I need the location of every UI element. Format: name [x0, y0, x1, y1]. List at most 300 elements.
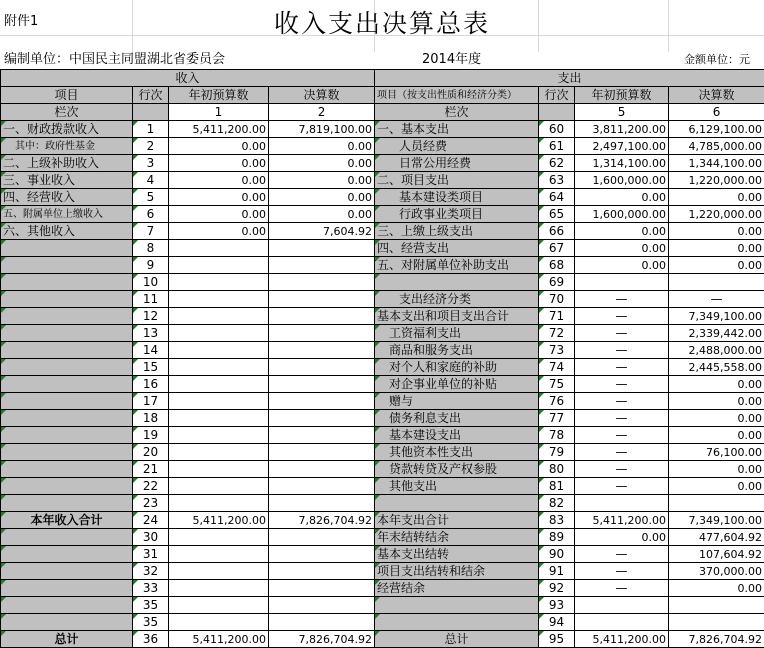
expense-budget-cell[interactable]: —: [575, 291, 669, 308]
income-row-no-cell[interactable]: 15: [133, 359, 169, 376]
table-row: [1, 376, 764, 393]
income-final-cell[interactable]: [269, 529, 375, 546]
expense-budget-cell[interactable]: 0.00: [575, 240, 669, 257]
income-budget-cell[interactable]: [169, 393, 269, 410]
income-item-cell[interactable]: [1, 291, 133, 308]
expense-item-cell[interactable]: 工资福利支出: [375, 325, 539, 342]
section-header-row: [1, 70, 764, 87]
col-header-final-right: 决算数: [669, 87, 764, 104]
expense-budget-cell[interactable]: 0.00: [575, 257, 669, 274]
expense-item-cell[interactable]: 对个人和家庭的补助: [375, 359, 539, 376]
income-item-cell[interactable]: 六、其他收入: [1, 223, 133, 240]
table-row: [1, 325, 764, 342]
expense-row-no-cell[interactable]: 73: [539, 342, 575, 359]
expense-budget-cell[interactable]: —: [575, 563, 669, 580]
expense-budget-cell[interactable]: —: [575, 342, 669, 359]
income-item-cell[interactable]: [1, 376, 133, 393]
income-item-cell[interactable]: [1, 597, 133, 614]
expense-final-cell[interactable]: 6,129,100.00: [669, 121, 764, 138]
expense-row-no-cell[interactable]: 83: [539, 512, 575, 529]
expense-item-cell[interactable]: [375, 274, 539, 291]
income-final-cell[interactable]: [269, 495, 375, 512]
expense-item-cell[interactable]: 项目支出结转和结余: [375, 563, 539, 580]
expense-row-no-cell[interactable]: 94: [539, 614, 575, 631]
compiling-unit: 编制单位：中国民主同盟湖北省委员会: [4, 52, 225, 68]
expense-final-cell[interactable]: 1,220,000.00: [669, 206, 764, 223]
income-item-cell[interactable]: [1, 427, 133, 444]
income-item-cell[interactable]: 五、附属单位上缴收入: [1, 206, 133, 223]
income-budget-cell[interactable]: [169, 580, 269, 597]
income-final-cell[interactable]: [269, 308, 375, 325]
expense-budget-cell[interactable]: 0.00: [575, 529, 669, 546]
income-item-cell[interactable]: 二、上级补助收入: [1, 155, 133, 172]
income-final-cell[interactable]: 0.00: [269, 155, 375, 172]
income-budget-cell[interactable]: [169, 478, 269, 495]
table-row: [1, 155, 764, 172]
expense-item-cell[interactable]: 支出经济分类: [375, 291, 539, 308]
income-row-no-cell[interactable]: 11: [133, 291, 169, 308]
income-budget-cell[interactable]: [169, 597, 269, 614]
expense-final-cell[interactable]: —: [669, 291, 764, 308]
expense-row-no-cell[interactable]: 78: [539, 427, 575, 444]
expense-budget-cell[interactable]: —: [575, 410, 669, 427]
expense-row-no-cell[interactable]: 89: [539, 529, 575, 546]
income-item-cell[interactable]: [1, 495, 133, 512]
expense-budget-cell[interactable]: 1,600,000.00: [575, 206, 669, 223]
table-row: [1, 257, 764, 274]
expense-final-cell[interactable]: 370,000.00: [669, 563, 764, 580]
income-budget-cell[interactable]: 0.00: [169, 172, 269, 189]
income-budget-cell[interactable]: [169, 495, 269, 512]
income-row-no-cell[interactable]: 4: [133, 172, 169, 189]
expense-row-no-cell[interactable]: 92: [539, 580, 575, 597]
table-row: [1, 240, 764, 257]
expense-row-no-cell[interactable]: 79: [539, 444, 575, 461]
income-final-cell[interactable]: [269, 546, 375, 563]
income-budget-cell[interactable]: [169, 376, 269, 393]
income-final-cell[interactable]: [269, 444, 375, 461]
income-item-cell[interactable]: 总计: [1, 631, 133, 648]
expense-final-cell[interactable]: 0.00: [669, 257, 764, 274]
income-final-cell[interactable]: 0.00: [269, 172, 375, 189]
expense-budget-cell[interactable]: —: [575, 393, 669, 410]
expense-item-cell[interactable]: 总计: [375, 631, 539, 648]
expense-budget-cell[interactable]: —: [575, 427, 669, 444]
income-budget-cell[interactable]: [169, 529, 269, 546]
income-budget-cell[interactable]: [169, 563, 269, 580]
expense-row-no-cell[interactable]: 64: [539, 189, 575, 206]
expense-row-no-cell[interactable]: 71: [539, 308, 575, 325]
col-index-5: 5: [575, 104, 669, 121]
income-row-no-cell[interactable]: 17: [133, 393, 169, 410]
income-item-cell[interactable]: [1, 461, 133, 478]
expense-item-cell[interactable]: 基本建设支出: [375, 427, 539, 444]
expense-row-no-cell[interactable]: 90: [539, 546, 575, 563]
table-row: [1, 427, 764, 444]
expense-budget-cell[interactable]: —: [575, 325, 669, 342]
expense-item-cell[interactable]: 基本建设类项目: [375, 189, 539, 206]
table-row: [1, 291, 764, 308]
expense-item-cell[interactable]: 四、经营支出: [375, 240, 539, 257]
income-budget-cell[interactable]: 5,411,200.00: [169, 512, 269, 529]
expense-item-cell[interactable]: [375, 614, 539, 631]
col-index-6: 6: [669, 104, 764, 121]
expense-row-no-cell[interactable]: 61: [539, 138, 575, 155]
expense-row-no-cell[interactable]: 66: [539, 223, 575, 240]
income-item-cell[interactable]: [1, 393, 133, 410]
income-item-cell[interactable]: [1, 580, 133, 597]
expense-row-no-cell[interactable]: 69: [539, 274, 575, 291]
expense-budget-cell[interactable]: 3,811,200.00: [575, 121, 669, 138]
column-header-row: [1, 87, 764, 104]
income-item-cell[interactable]: [1, 359, 133, 376]
expense-item-cell[interactable]: 一、基本支出: [375, 121, 539, 138]
expense-final-cell[interactable]: 2,339,442.00: [669, 325, 764, 342]
income-budget-cell[interactable]: 0.00: [169, 223, 269, 240]
expense-budget-cell[interactable]: —: [575, 580, 669, 597]
expense-final-cell[interactable]: 7,826,704.92: [669, 631, 764, 648]
income-row-no-cell[interactable]: 12: [133, 308, 169, 325]
expense-item-cell[interactable]: 人员经费: [375, 138, 539, 155]
expense-final-cell[interactable]: 1,220,000.00: [669, 172, 764, 189]
expense-item-cell[interactable]: 商品和服务支出: [375, 342, 539, 359]
expense-item-cell[interactable]: 五、对附属单位补助支出: [375, 257, 539, 274]
income-final-cell[interactable]: [269, 240, 375, 257]
expense-item-cell[interactable]: 日常公用经费: [375, 155, 539, 172]
income-budget-cell[interactable]: [169, 240, 269, 257]
income-budget-cell[interactable]: [169, 308, 269, 325]
expense-item-cell[interactable]: 赠与: [375, 393, 539, 410]
income-final-cell[interactable]: 7,604.92: [269, 223, 375, 240]
income-row-no-cell[interactable]: 10: [133, 274, 169, 291]
income-item-cell[interactable]: [1, 478, 133, 495]
col-header-budget-right: 年初预算数: [575, 87, 669, 104]
income-item-cell[interactable]: [1, 410, 133, 427]
expense-budget-cell[interactable]: 1,600,000.00: [575, 172, 669, 189]
income-row-no-cell[interactable]: 35: [133, 597, 169, 614]
expense-item-cell[interactable]: 其他资本性支出: [375, 444, 539, 461]
attachment-label: 附件1: [4, 10, 38, 29]
income-row-no-cell[interactable]: 7: [133, 223, 169, 240]
income-budget-cell[interactable]: [169, 257, 269, 274]
expense-final-cell[interactable]: 0.00: [669, 393, 764, 410]
income-budget-cell[interactable]: [169, 614, 269, 631]
lanci-label-right: 栏次: [375, 104, 539, 121]
table-row: [1, 478, 764, 495]
expense-final-cell[interactable]: 0.00: [669, 478, 764, 495]
income-row-no-cell[interactable]: 36: [133, 631, 169, 648]
expense-final-cell[interactable]: 0.00: [669, 580, 764, 597]
expense-final-cell[interactable]: 0.00: [669, 427, 764, 444]
expense-final-cell[interactable]: 0.00: [669, 376, 764, 393]
income-row-no-cell[interactable]: 16: [133, 376, 169, 393]
income-row-no-cell[interactable]: 33: [133, 580, 169, 597]
income-item-cell[interactable]: [1, 563, 133, 580]
income-row-no-cell[interactable]: 20: [133, 444, 169, 461]
income-item-cell[interactable]: [1, 546, 133, 563]
expense-item-cell[interactable]: 其他支出: [375, 478, 539, 495]
expense-final-cell[interactable]: 2,488,000.00: [669, 342, 764, 359]
income-section-header: 收入: [1, 70, 375, 87]
expense-budget-cell[interactable]: —: [575, 444, 669, 461]
table-row: [1, 410, 764, 427]
table-row: [1, 206, 764, 223]
income-item-cell[interactable]: 三、事业收入: [1, 172, 133, 189]
expense-row-no-cell[interactable]: 93: [539, 597, 575, 614]
expense-item-cell[interactable]: [375, 597, 539, 614]
income-final-cell[interactable]: [269, 614, 375, 631]
income-final-cell[interactable]: [269, 580, 375, 597]
expense-budget-cell[interactable]: —: [575, 461, 669, 478]
expense-final-cell[interactable]: 7,349,100.00: [669, 308, 764, 325]
income-final-cell[interactable]: [269, 325, 375, 342]
income-final-cell[interactable]: [269, 427, 375, 444]
table-row: [1, 495, 764, 512]
expense-item-cell[interactable]: 经营结余: [375, 580, 539, 597]
expense-budget-cell[interactable]: —: [575, 478, 669, 495]
income-row-no-cell[interactable]: 19: [133, 427, 169, 444]
expense-budget-cell[interactable]: [575, 274, 669, 291]
table-row: [1, 308, 764, 325]
table-row: [1, 563, 764, 580]
expense-section-header: 支出: [375, 70, 764, 87]
income-item-cell[interactable]: [1, 257, 133, 274]
expense-final-cell[interactable]: 0.00: [669, 223, 764, 240]
income-row-no-cell[interactable]: 32: [133, 563, 169, 580]
expense-final-cell[interactable]: [669, 597, 764, 614]
expense-row-no-cell[interactable]: 80: [539, 461, 575, 478]
income-final-cell[interactable]: [269, 291, 375, 308]
income-item-cell[interactable]: 四、经营收入: [1, 189, 133, 206]
expense-final-cell[interactable]: 477,604.92: [669, 529, 764, 546]
income-item-cell[interactable]: 一、财政拨款收入: [1, 121, 133, 138]
expense-row-no-cell[interactable]: 81: [539, 478, 575, 495]
income-final-cell[interactable]: 7,826,704.92: [269, 631, 375, 648]
table-row: [1, 444, 764, 461]
income-item-cell[interactable]: 其中：政府性基金: [1, 138, 133, 155]
income-final-cell[interactable]: 7,826,704.92: [269, 512, 375, 529]
col-index-1: 1: [169, 104, 269, 121]
col-header-expense-item: 项目（按支出性质和经济分类）: [375, 87, 539, 104]
income-row-no-cell[interactable]: 31: [133, 546, 169, 563]
expense-budget-cell[interactable]: 1,314,100.00: [575, 155, 669, 172]
expense-row-no-cell[interactable]: 82: [539, 495, 575, 512]
expense-row-no-cell[interactable]: 72: [539, 325, 575, 342]
table-row: [1, 529, 764, 546]
income-budget-cell[interactable]: [169, 410, 269, 427]
income-item-cell[interactable]: [1, 529, 133, 546]
income-row-no-cell[interactable]: 18: [133, 410, 169, 427]
income-row-no-cell[interactable]: 5: [133, 189, 169, 206]
income-budget-cell[interactable]: [169, 427, 269, 444]
expense-item-cell[interactable]: 本年支出合计: [375, 512, 539, 529]
expense-row-no-cell[interactable]: 70: [539, 291, 575, 308]
expense-budget-cell[interactable]: —: [575, 359, 669, 376]
expense-item-cell[interactable]: 基本支出和项目支出合计: [375, 308, 539, 325]
income-expense-table: [0, 69, 764, 648]
expense-budget-cell[interactable]: 5,411,200.00: [575, 512, 669, 529]
income-item-cell[interactable]: [1, 342, 133, 359]
income-item-cell[interactable]: [1, 325, 133, 342]
expense-row-no-cell[interactable]: 76: [539, 393, 575, 410]
expense-final-cell[interactable]: 0.00: [669, 461, 764, 478]
table-row: [1, 359, 764, 376]
income-row-no-cell[interactable]: 30: [133, 529, 169, 546]
expense-budget-cell[interactable]: 5,411,200.00: [575, 631, 669, 648]
income-final-cell[interactable]: [269, 563, 375, 580]
money-unit: 金额单位：元: [684, 52, 750, 68]
income-budget-cell[interactable]: [169, 274, 269, 291]
income-final-cell[interactable]: [269, 393, 375, 410]
income-item-cell[interactable]: [1, 308, 133, 325]
expense-row-no-cell[interactable]: 95: [539, 631, 575, 648]
expense-item-cell[interactable]: 行政事业类项目: [375, 206, 539, 223]
expense-budget-cell[interactable]: [575, 614, 669, 631]
page-title: 收入支出决算总表: [0, 4, 764, 40]
expense-row-no-cell[interactable]: 77: [539, 410, 575, 427]
income-row-no-cell[interactable]: 22: [133, 478, 169, 495]
income-budget-cell[interactable]: [169, 461, 269, 478]
table-row: [1, 223, 764, 240]
income-final-cell[interactable]: 0.00: [269, 138, 375, 155]
expense-row-no-cell[interactable]: 74: [539, 359, 575, 376]
expense-budget-cell[interactable]: —: [575, 546, 669, 563]
col-header-item: 项目: [1, 87, 133, 104]
income-budget-cell[interactable]: 5,411,200.00: [169, 121, 269, 138]
expense-row-no-cell[interactable]: 63: [539, 172, 575, 189]
income-row-no-cell[interactable]: 1: [133, 121, 169, 138]
income-final-cell[interactable]: [269, 376, 375, 393]
expense-final-cell[interactable]: 4,785,000.00: [669, 138, 764, 155]
income-item-cell[interactable]: [1, 444, 133, 461]
income-budget-cell[interactable]: 0.00: [169, 206, 269, 223]
income-row-no-cell[interactable]: 3: [133, 155, 169, 172]
income-row-no-cell[interactable]: 8: [133, 240, 169, 257]
col-header-budget: 年初预算数: [169, 87, 269, 104]
empty-cell: [539, 104, 575, 121]
expense-budget-cell[interactable]: —: [575, 376, 669, 393]
income-item-cell[interactable]: [1, 614, 133, 631]
expense-row-no-cell[interactable]: 67: [539, 240, 575, 257]
income-final-cell[interactable]: [269, 257, 375, 274]
income-final-cell[interactable]: 7,819,100.00: [269, 121, 375, 138]
expense-row-no-cell[interactable]: 68: [539, 257, 575, 274]
expense-item-cell[interactable]: 三、上缴上级支出: [375, 223, 539, 240]
fiscal-year: 2014年度: [422, 52, 481, 68]
expense-final-cell[interactable]: [669, 274, 764, 291]
table-row: [1, 172, 764, 189]
income-final-cell[interactable]: [269, 410, 375, 427]
lanci-label: 栏次: [1, 104, 133, 121]
expense-final-cell[interactable]: 1,344,100.00: [669, 155, 764, 172]
expense-final-cell[interactable]: 107,604.92: [669, 546, 764, 563]
income-row-no-cell[interactable]: 14: [133, 342, 169, 359]
expense-item-cell[interactable]: 对企事业单位的补贴: [375, 376, 539, 393]
income-row-no-cell[interactable]: 6: [133, 206, 169, 223]
income-final-cell[interactable]: [269, 274, 375, 291]
income-budget-cell[interactable]: [169, 444, 269, 461]
table-row: [1, 189, 764, 206]
expense-row-no-cell[interactable]: 60: [539, 121, 575, 138]
table-row: [1, 138, 764, 155]
expense-final-cell[interactable]: 0.00: [669, 189, 764, 206]
expense-budget-cell[interactable]: 0.00: [575, 189, 669, 206]
expense-item-cell[interactable]: 二、项目支出: [375, 172, 539, 189]
table-row: [1, 342, 764, 359]
income-item-cell[interactable]: [1, 274, 133, 291]
expense-item-cell[interactable]: 年末结转结余: [375, 529, 539, 546]
expense-row-no-cell[interactable]: 91: [539, 563, 575, 580]
income-row-no-cell[interactable]: 13: [133, 325, 169, 342]
income-final-cell[interactable]: [269, 478, 375, 495]
col-header-row-no-right: 行次: [539, 87, 575, 104]
income-budget-cell[interactable]: 0.00: [169, 189, 269, 206]
table-row: [1, 274, 764, 291]
expense-final-cell[interactable]: 76,100.00: [669, 444, 764, 461]
table-row: [1, 597, 764, 614]
expense-item-cell[interactable]: 贷款转贷及产权参股: [375, 461, 539, 478]
income-row-no-cell[interactable]: 35: [133, 614, 169, 631]
income-item-cell[interactable]: [1, 240, 133, 257]
expense-final-cell[interactable]: [669, 495, 764, 512]
sheet-top-area: [0, 0, 764, 52]
expense-row-no-cell[interactable]: 62: [539, 155, 575, 172]
expense-row-no-cell[interactable]: 75: [539, 376, 575, 393]
income-final-cell[interactable]: 0.00: [269, 206, 375, 223]
expense-budget-cell[interactable]: [575, 597, 669, 614]
income-budget-cell[interactable]: [169, 291, 269, 308]
expense-item-cell[interactable]: 基本支出结转: [375, 546, 539, 563]
table-row: [1, 580, 764, 597]
table-row: [1, 614, 764, 631]
income-row-no-cell[interactable]: 9: [133, 257, 169, 274]
income-row-no-cell[interactable]: 24: [133, 512, 169, 529]
table-row: [1, 461, 764, 478]
income-final-cell[interactable]: 0.00: [269, 189, 375, 206]
income-final-cell[interactable]: [269, 359, 375, 376]
expense-final-cell[interactable]: 0.00: [669, 410, 764, 427]
income-budget-cell[interactable]: 0.00: [169, 138, 269, 155]
expense-item-cell[interactable]: 债务利息支出: [375, 410, 539, 427]
expense-final-cell[interactable]: 2,445,558.00: [669, 359, 764, 376]
expense-budget-cell[interactable]: 0.00: [575, 223, 669, 240]
income-budget-cell[interactable]: [169, 342, 269, 359]
income-budget-cell[interactable]: [169, 325, 269, 342]
income-budget-cell[interactable]: 5,411,200.00: [169, 631, 269, 648]
income-budget-cell[interactable]: [169, 546, 269, 563]
expense-final-cell[interactable]: 0.00: [669, 240, 764, 257]
col-header-final: 决算数: [269, 87, 375, 104]
income-final-cell[interactable]: [269, 461, 375, 478]
income-row-no-cell[interactable]: 23: [133, 495, 169, 512]
expense-final-cell[interactable]: [669, 614, 764, 631]
income-item-cell[interactable]: 本年收入合计: [1, 512, 133, 529]
expense-row-no-cell[interactable]: 65: [539, 206, 575, 223]
income-final-cell[interactable]: [269, 342, 375, 359]
expense-final-cell[interactable]: 7,349,100.00: [669, 512, 764, 529]
column-index-row: [1, 104, 764, 121]
income-row-no-cell[interactable]: 21: [133, 461, 169, 478]
income-budget-cell[interactable]: [169, 359, 269, 376]
table-row: [1, 631, 764, 648]
expense-budget-cell[interactable]: [575, 495, 669, 512]
income-budget-cell[interactable]: 0.00: [169, 155, 269, 172]
income-row-no-cell[interactable]: 2: [133, 138, 169, 155]
income-final-cell[interactable]: [269, 597, 375, 614]
expense-budget-cell[interactable]: —: [575, 308, 669, 325]
expense-item-cell[interactable]: [375, 495, 539, 512]
expense-budget-cell[interactable]: 2,497,100.00: [575, 138, 669, 155]
